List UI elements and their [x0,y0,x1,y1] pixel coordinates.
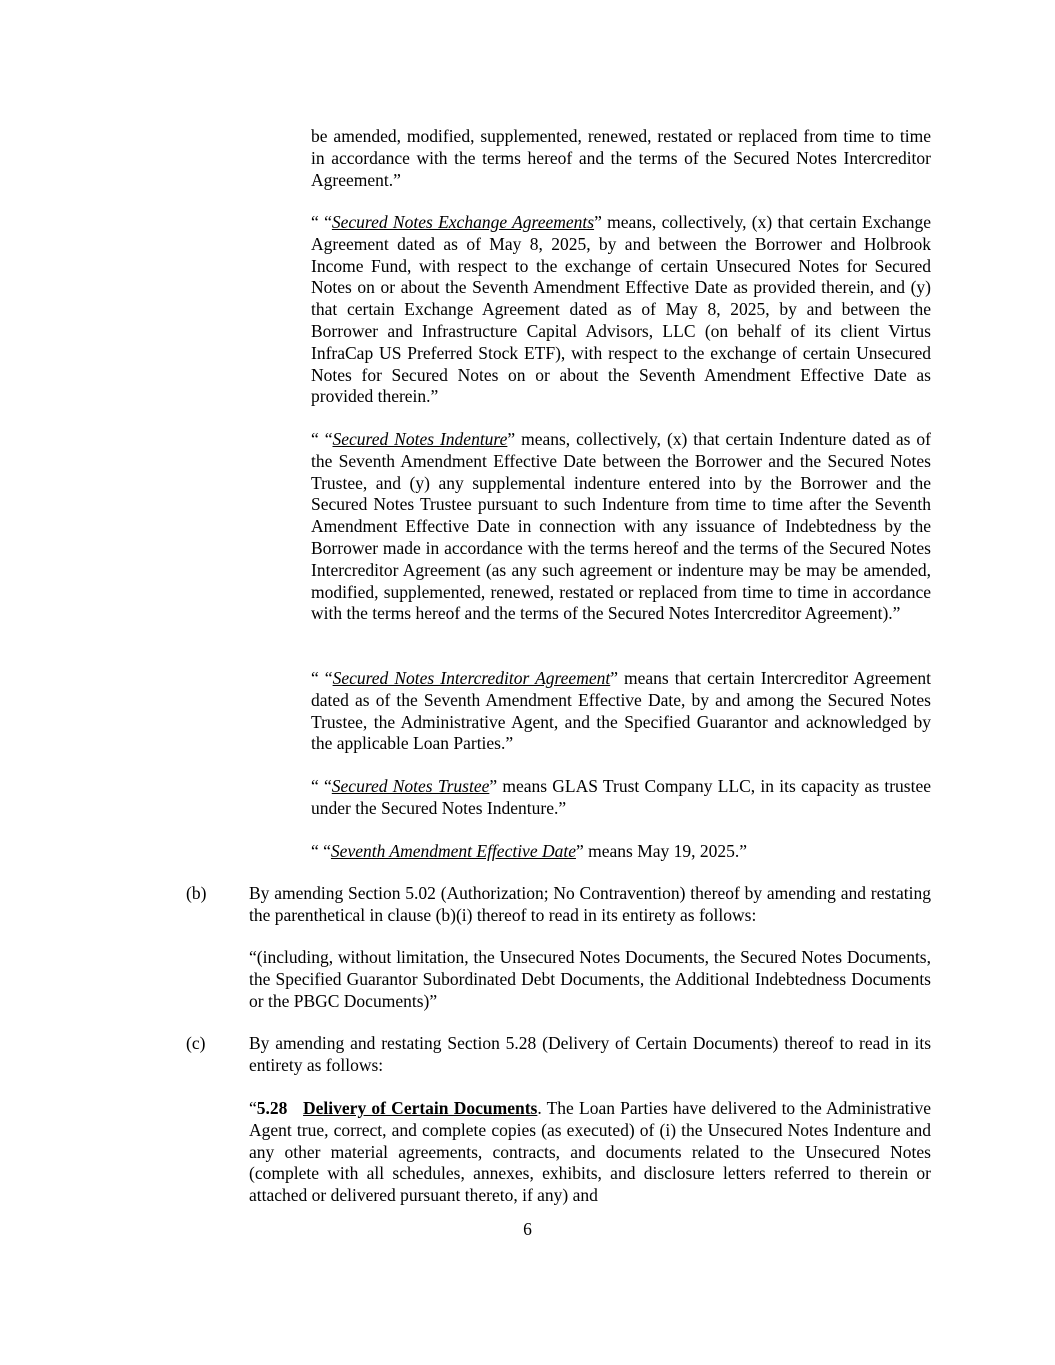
definition-text: ” means May 19, 2025.” [575,841,748,861]
intro-paragraph [311,126,931,191]
section-number: 5.28 [256,1098,288,1118]
definition-trustee [311,776,931,820]
section-5-28-quote [249,1098,931,1207]
page-number: 6 [523,1219,532,1239]
definition-text: ” means, collectively, (x) that certain Indenture dated as of the Seventh Amendment Effective Date between the Borrower and the Secured Notes Trustee, and (y) any supplemental indenture entered into by the Borrower and the Secured Notes Trustee pursuant to such Indenture from time to time after the Seventh Amendment Effective Date in connection with any issuance of Indebtedness by the Borrower made in accordance with the terms hereof and the terms of the Secured Notes Intercreditor Agreement (as any such agreement or indenture may be may be amended, modified, supplemented, renewed, restated or replaced from time to time in accordance with the terms hereof and the terms of the Secured Notes Intercreditor Agreement).” [311,429,932,624]
item-b-paragraph [249,883,931,927]
definition-intercreditor-agreement [311,668,931,755]
intro-text: be amended, modified, supplemented, renewed, restated or replaced from time to time in accordance with the terms hereof and the terms of the Secured Notes Intercreditor Agreement.” [311,126,931,190]
open-quote: “ “ [311,668,333,688]
section-title: Delivery of Certain Documents [303,1098,538,1118]
quote-open: “ [249,1098,257,1118]
open-quote: “ “ [311,841,331,861]
definition-exchange-agreements [311,212,931,408]
item-b-quote [249,947,931,1012]
defined-term: Secured Notes Trustee [331,776,490,796]
defined-term: Seventh Amendment Effective Date [330,841,576,861]
defined-term: Secured Notes Intercreditor Agreement [332,668,611,688]
definition-indenture [311,429,931,625]
defined-term: Secured Notes Indenture [332,429,508,449]
item-c-text: By amending and restating Section 5.28 (Delivery of Certain Documents) thereof to read in its entirety as follows: [249,1033,931,1075]
item-c-paragraph [249,1033,931,1077]
item-c-marker: (c) [186,1033,206,1053]
definition-text: ” means that certain Intercreditor Agreement dated as of the Seventh Amendment Effective Date, by and among the Secured Notes Trustee, the Administrative Agent, and the Specified Guarantor and acknowledged by the applicable Loan Parties.” [311,668,931,754]
defined-term: Secured Notes Exchange Agreements [331,212,595,232]
open-quote: “ “ [311,212,332,232]
item-b-marker: (b) [186,883,207,903]
definition-text: ” means GLAS Trust Company LLC, in its capacity as trustee under the Secured Notes Indenture.” [311,776,932,818]
definition-seventh-amendment-date [311,841,931,863]
section-text: . The Loan Parties have delivered to the Administrative Agent true, correct, and complete copies (as executed) of (i) the Unsecured Notes Indenture and any other material agreements, contracts, and documents related to the Unsecured Notes (complete with all schedules, annexes, exhibits, and disclosure letters referred to therein or attached or delivered pursuant thereto, if any) and [249,1098,931,1206]
item-b-text: By amending Section 5.02 (Authorization; No Contravention) thereof by amending and restating the parenthetical in clause (b)(i) thereof to read in its entirety as follows: [249,883,931,925]
item-b-quote-text: “(including, without limitation, the Unsecured Notes Documents, the Secured Notes Documents, the Specified Guarantor Subordinated Debt Documents, the Additional Indebtedness Documents or the PBGC Documents)” [249,947,931,1011]
definition-text: ” means, collectively, (x) that certain Exchange Agreement dated as of May 8, 2025, by and between the Borrower and Holbrook Income Fund, with respect to the exchange of certain Unsecured Notes for Secured Notes on or about the Seventh Amendment Effective Date as provided therein, and (y) that certain Exchange Agreement dated as of May 8, 2025, by and between the Borrower and Infrastructure Capital Advisors, LLC (on behalf of its client Virtus InfraCap US Preferred Stock ETF), with respect to the exchange of certain Unsecured Notes for Secured Notes on or about the Seventh Amendment Effective Date as provided therein.” [311,212,931,407]
open-quote: “ “ [311,429,333,449]
open-quote: “ “ [311,776,332,796]
